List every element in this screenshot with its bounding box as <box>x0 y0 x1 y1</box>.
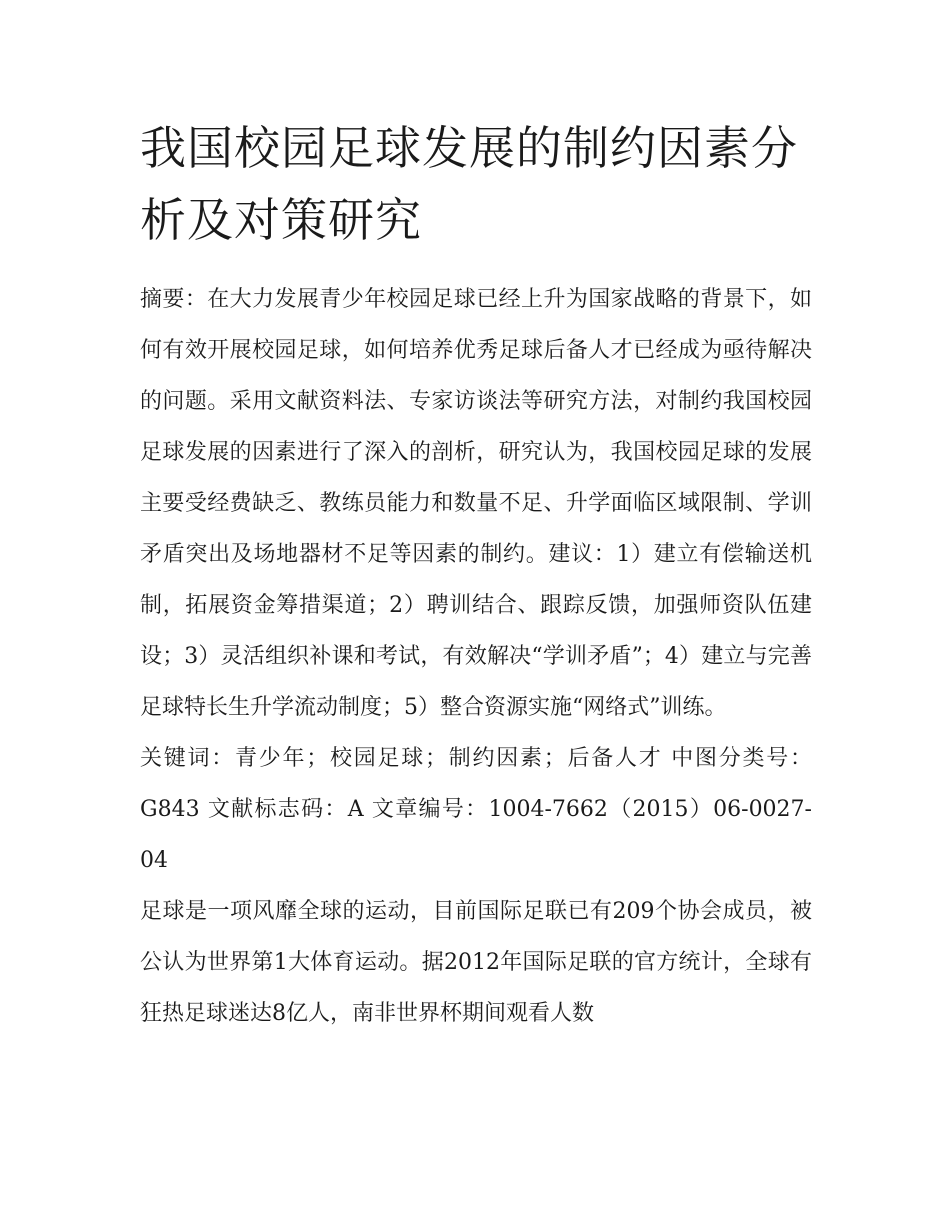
document-body <box>140 274 812 1039</box>
document-page <box>140 112 812 1039</box>
keywords-paragraph: 关键词：青少年；校园足球；制约因素；后备人才 中图分类号：G843 文献标志码：A 文章编号：1004-7662（2015）06-0027-04 <box>140 746 812 873</box>
document-title: 我国校园足球发展的制约因素分析及对策研究 <box>140 121 798 247</box>
intro-paragraph: 足球是一项风靡全球的运动，目前国际足联已有209个协会成员，被公认为世界第1大体育运动。据2012年国际足联的官方统计，全球有狂热足球迷达8亿人，南非世界杯期间观看人数 <box>140 899 812 1026</box>
abstract-paragraph: 摘要：在大力发展青少年校园足球已经上升为国家战略的背景下，如何有效开展校园足球，如何培养优秀足球后备人才已经成为亟待解决的问题。采用文献资料法、专家访谈法等研究方法，对制约我国校园足球发展的因素进行了深入的剖析，研究认为，我国校园足球的发展主要受经费缺乏、教练员能力和数量不足、升学面临区域限制、学训矛盾突出及场地器材不足等因素的制约。建议：1）建立有偿输送机制，拓展资金筹措渠道；2）聘训结合、跟踪反馈，加强师资队伍建设；3）灵活组织补课和考试，有效解决“学训矛盾”；4）建立与完善足球特长生升学流动制度；5）整合资源实施“网络式”训练。 <box>140 287 812 720</box>
